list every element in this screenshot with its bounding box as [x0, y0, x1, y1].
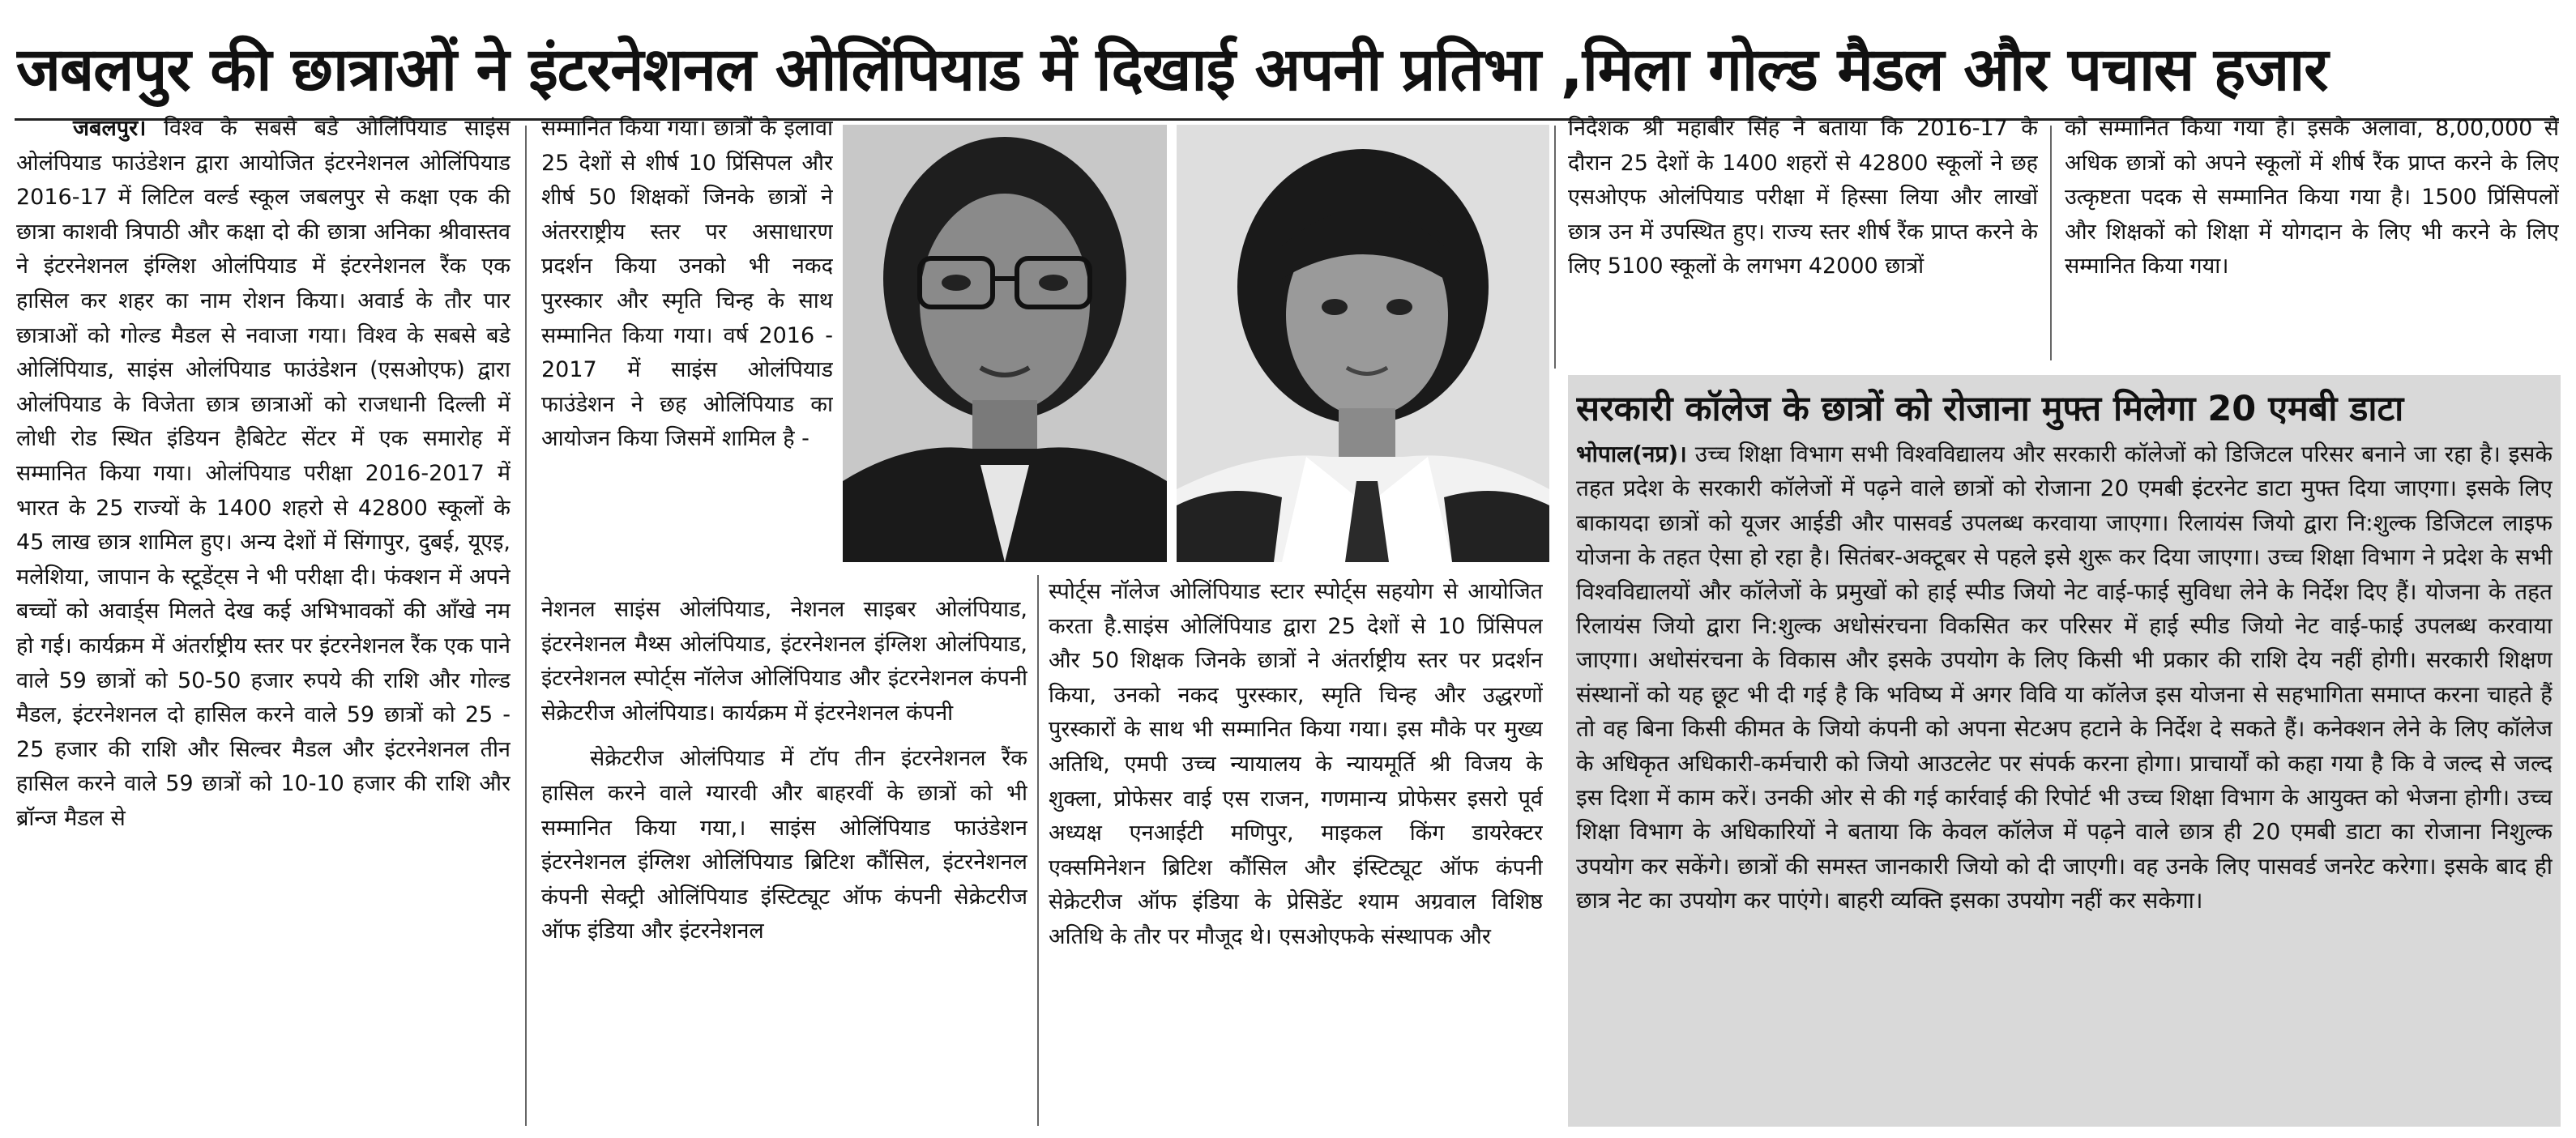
sidebar-dateline: भोपाल(नप्र)।: [1576, 441, 1687, 467]
sidebar-body-text: उच्च शिक्षा विभाग सभी विश्वविद्यालय और सरकारी कॉलेजों को डिजिटल परिसर बनाने जा रहा है। इसके तहत प्रदेश के सरकारी कॉलेजों में पढ़ने वाले छात्रों को रोजाना 20 एमबी इंटरनेट डाटा मुफ्त दिया जाएगा। इसके लिए बाकायदा छात्रों को यूजर आईडी और पासवर्ड उपलब्ध करवाया जाएगा। रिलायंस जियो द्वारा नि:शुल्क डिजिटल लाइफ योजना के तहत ऐसा हो रहा है। सितंबर-अक्टूबर से पहले इसे शुरू कर दिया जाएगा। उच्च शिक्षा विभाग ने प्रदेश के सभी विश्वविद्यालयों और कॉलेजों के प्रमुखों को हाई स्पीड जियो नेट वाई-फाई सुविधा लेने के निर्देश दिए हैं। योजना के तहत रिलायंस जियो द्वारा नि:शुल्क अधोसंरचना विकसित कर परिसर में हाई स्पीड जियो नेट वाई-फाई उपलब्ध करवाया जाएगा। अधोसंरचना के विकास और इसके उपयोग के लिए किसी भी प्रकार की राशि देय नहीं होगी। सरकारी शिक्षण संस्थानों को यह छूट भी दी गई है कि भविष्य में अगर विवि या कॉलेज इस योजना से सहभागिता समाप्त करना चाहते हैं तो वह बिना किसी कीमत के जियो कंपनी को अपना सेटअप हटाने के निर्देश दे सकते हैं। कनेक्शन लेने के लिए कॉलेज के अधिकृत अधिकारी-कर्मचारी को जियो आउटलेट पर संपर्क करना होगा। प्राचार्यों को कहा गया है कि वे जल्द से जल्द इस दिशा में काम करें। उनकी ओर से की गई कार्रवाई की रिपोर्ट भी उच्च शिक्षा विभाग के आयुक्त को भेजना होगी। उच्च शिक्षा विभाग के अधिकारियों ने बताया कि केवल कॉलेज में पढ़ने वाले छात्र ही 20 एमबी डाटा का रोजाना निशुल्क उपयोग कर सकेंगे। छात्रों की समस्त जानकारी जियो को दी जाएगी। वह उनके लिए पासवर्ड जनरेट करेगा। इसके बाद ही छात्र नेट का उपयोग कर पाएंगे। बाहरी व्यक्ति इसका उपयोग नहीं कर सकेगा।: [1576, 441, 2553, 914]
article-col3-text: स्पोर्ट्स नॉलेज ओलिंपियाड स्टार स्पोर्ट्स सहयोग से आयोजित करता है.साइंस ओलिंपियाड द्वारा 25 देशों से 10 प्रिंसिपल और 50 शिक्षक जिनके छात्रों ने अंतर्राष्ट्रीय स्तर पर प्रदर्शन किया, उनको नकद पुरस्कार, स्मृति चिन्ह और उद्धरणों पुरस्कारों के साथ भी सम्मानित किया गया। इस मौके पर मुख्य अतिथि, एमपी उच्च न्यायालय के न्यायमूर्ति श्री विजय के शुक्ला, प्रोफेसर वाई एस राजन, गणमान्य प्रोफेसर इसरो पूर्व अध्यक्ष एनआईटी मणिपुर, माइकल किंग डायरेक्टर एक्समिनेशन ब्रिटिश कौंसिल और इंस्टिट्यूट ऑफ कंपनी सेक्रेटरीज ऑफ इंडिया के प्रेसिडेंट श्याम अग्रवाल विशिष्ठ अतिथि के तौर पर मौजूद थे। एसओएफके संस्थापक और: [1049, 579, 1543, 949]
article-col5-text: को सम्मानित किया गया है। इसके अलावा, 8,00,000 से अधिक छात्रों को अपने स्कूलों में शीर्ष रैंक प्राप्त करने के लिए उत्कृष्टता पदक से सम्मानित किया गया है। 1500 प्रिंसिपलों और शिक्षकों को शिक्षा में योगदान के लिए भी करने के लिए सम्मानित किया गया।: [2065, 116, 2559, 279]
article-column-2-top: [541, 112, 833, 595]
article-column-4: [1568, 112, 2038, 364]
headline: जबलपुर की छात्राओं ने इंटरनेशनल ओलिंपियाड में दिखाई अपनी प्रतिभा ,मिला गोल्ड मैडल और पचास हजार: [16, 35, 2328, 104]
article-col1-text: विश्व के सबसे बडे ओलिंपियाड साइंस ओलंपियाड फाउंडेशन द्वारा आयोजित इंटरनेशनल ओलिंपियाड 2016-17 में लिटिल वर्ल्ड स्कूल जबलपुर से कक्षा एक की छात्रा काशवी त्रिपाठी और कक्षा दो की छात्रा अनिका श्रीवास्तव ने इंटरनेशनल इंग्लिश ओलंपियाड में इंटरनेशनल रैंक एक हासिल कर शहर का नाम रोशन किया। अवार्ड के तौर पार छात्राओं को गोल्ड मैडल से नवाजा गया। विश्व के सबसे बडे ओलिंपियाड, साइंस ओलंपियाड फाउंडेशन (एसओएफ) द्वारा ओलंपियाड के विजेता छात्र छात्राओं को राजधानी दिल्ली में लोधी रोड स्थित इंडियन हैबिटेट सेंटर में एक समारोह में सम्मानित किया गया। ओलंपियाड परीक्षा 2016-2017 में भारत के 25 राज्यों के 1400 शहरो से 42800 स्कूलों के 45 लाख छात्र शामिल हुए। अन्य देशों में सिंगापुर, दुबई, यूएइ, मलेशिया, जापान के स्टूडेंट्स ने भी परीक्षा दी। फंक्शन में अपने बच्चों को अवार्ड्स मिलते देख कई अभिभावकों की आँखे नम हो गई। कार्यक्रम में अंतर्राष्ट्रीय स्तर पर इंटरनेशनल रैंक एक पाने वाले 59 छात्रों को 50-50 हजार रुपये की राशि और गोल्ड मैडल, इंटरनेशनल दो हासिल करने वाले 59 छात्रों को 25 - 25 हजार की राशि और सिल्वर मैडल और इंटरनेशनल तीन हासिल करने वाले 59 छात्रों को 10-10 हजार की राशि और ब्रॉन्ज मैडल से: [16, 116, 511, 831]
article-dateline: जबलपुर।: [73, 116, 147, 141]
column-divider: [525, 126, 527, 1126]
column-divider: [1037, 575, 1039, 1126]
portrait-photo-right: [1177, 125, 1549, 562]
column-divider: [1554, 126, 1556, 369]
article-column-5: [2065, 112, 2559, 364]
article-col1-paragraph: [16, 112, 511, 836]
article-col2-para2-text: सेक्रेटरीज ओलंपियाड में टॉप तीन इंटरनेशनल रैंक हासिल करने वाले ग्यारवी और बाहरवीं के छात्रों को भी सम्मानित किया गया,। साइंस ओलिंपियाड फाउंडेशन इंटरनेशनल इंग्लिश ओलिंपियाड ब्रिटिश कौंसिल, इंटरनेशनल कंपनी सेक्ट्री ओलिंपियाड इंस्टिट्यूट ऑफ कंपनी सेक्रेटरीज ऑफ इंडिया और इंटरनेशनल: [541, 746, 1027, 944]
article-column-1: [16, 112, 511, 1128]
article-col2-wide-text: नेशनल साइंस ओलंपियाड, नेशनल साइबर ओलंपियाड, इंटरनेशनल मैथ्स ओलंपियाड, इंटरनेशनल इंग्लिश ओलंपियाड, इंटरनेशनल स्पोर्ट्स नॉलेज ओलिंपियाड और इंटरनेशनल कंपनी सेक्रेटरीज ओलंपियाड। कार्यक्रम में इंटरनेशनल कंपनी: [541, 597, 1027, 726]
article-column-3: [1049, 575, 1543, 1127]
sidebar-body: [1576, 437, 2553, 1122]
article-column-2-wide: [541, 593, 1027, 1127]
portrait-photo-left: [843, 125, 1167, 562]
article-col4-text: निदेशक श्री महाबीर सिंह ने बताया कि 2016-17 के दौरान 25 देशों के 1400 शहरों से 42800 स्कूलों ने छह एसओएफ ओलंपियाड परीक्षा में हिस्सा लिया और लाखों छात्र उन में उपस्थित हुए। राज्य स्तर शीर्ष रैंक प्राप्त करने के लिए 5100 स्कूलों के लगभग 42000 छात्रों: [1568, 116, 2038, 279]
article-col2-paragraph-2: [541, 742, 1027, 949]
sidebar-title: सरकारी कॉलेज के छात्रों को रोजाना मुफ्त मिलेगा 20 एमबी डाटा: [1576, 389, 2404, 429]
column-divider: [2050, 126, 2052, 360]
article-col2-top-text: सम्मानित किया गया। छात्रों के इलावा 25 देशों से शीर्ष 10 प्रिंसिपल और शीर्ष 50 शिक्षकों जिनके छात्रों ने अंतरराष्ट्रीय स्तर पर असाधारण प्रदर्शन किया उनको भी नकद पुरस्कार और स्मृति चिन्ह के साथ सम्मानित किया गया। वर्ष 2016 - 2017 में साइंस ओलंपियाड फाउंडेशन ने छह ओलिंपियाड का आयोजन किया जिसमें शामिल है -: [541, 116, 833, 452]
